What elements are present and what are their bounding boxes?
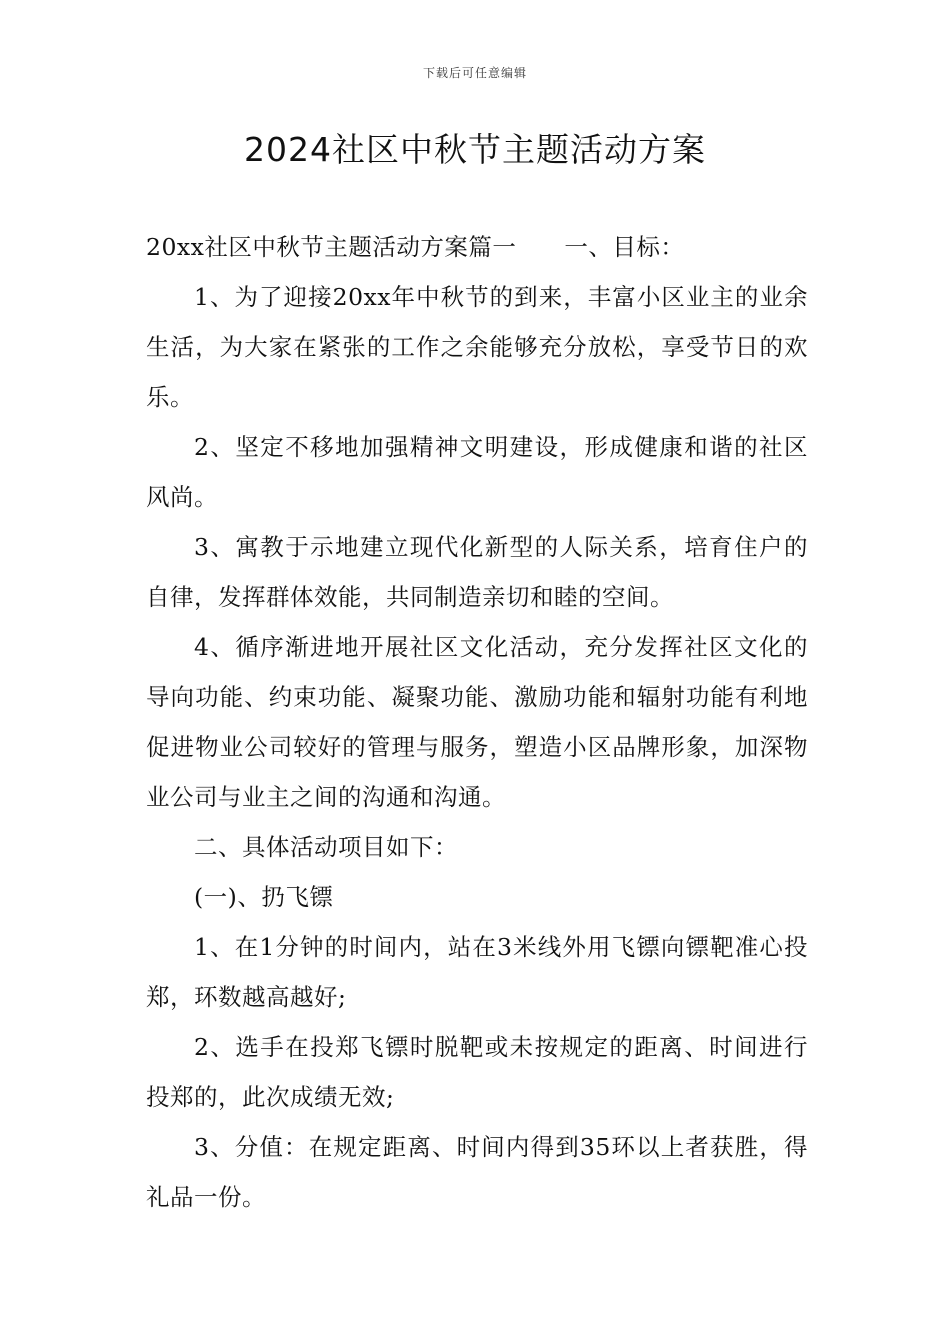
subsection-heading-darts: (一)、扔飞镖 [194, 883, 334, 911]
paragraph-goal-3: 3、寓教于示地建立现代化新型的人际关系，培育住户的自律，发挥群体效能，共同制造亲切和睦的空间。 [146, 533, 808, 611]
paragraph-goal-1: 1、为了迎接20xx年中秋节的到来，丰富小区业主的业余生活，为大家在紧张的工作之余能够充分放松，享受节日的欢乐。 [146, 283, 808, 411]
intro-heading: 20xx社区中秋节主题活动方案篇一 [146, 233, 517, 261]
section-heading-goals: 一、目标： [564, 233, 685, 261]
paragraph-goal-4: 4、循序渐进地开展社区文化活动，充分发挥社区文化的导向功能、约束功能、凝聚功能、激励功能和辐射功能有利地促进物业公司较好的管理与服务，塑造小区品牌形象，加深物业公司与业主之间的沟通和沟通。 [146, 633, 808, 811]
paragraph-darts-rule-3: 3、分值：在规定距离、时间内得到35环以上者获胜，得礼品一份。 [146, 1133, 808, 1211]
header-note: 下载后可任意编辑 [422, 66, 527, 80]
intro-line [146, 222, 808, 272]
document-title: 2024社区中秋节主题活动方案 [244, 130, 706, 169]
section-heading-activities: 二、具体活动项目如下： [194, 833, 458, 861]
document-body [146, 222, 808, 1222]
paragraph-goal-2: 2、坚定不移地加强精神文明建设，形成健康和谐的社区风尚。 [146, 433, 808, 511]
paragraph-darts-rule-1: 1、在1分钟的时间内，站在3米线外用飞镖向镖靶准心投郑，环数越高越好; [146, 933, 808, 1011]
paragraph-darts-rule-2: 2、选手在投郑飞镖时脱靶或未按规定的距离、时间进行投郑的，此次成绩无效; [146, 1033, 808, 1111]
